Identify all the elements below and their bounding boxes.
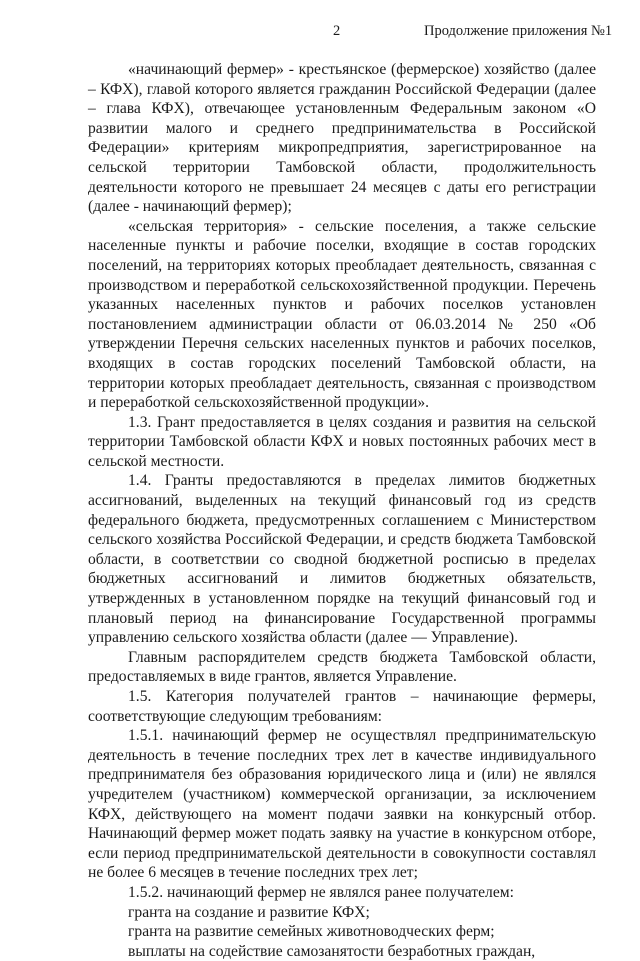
main-administrator-paragraph: Главным распорядителем средств бюджета Тамбовской области, предоставляемых в виде грантов, является Управление.: [88, 648, 596, 686]
page-number: 2: [333, 23, 341, 39]
definition-rural-territory: «сельская территория» - сельские поселения, а также сельские населенные пункты и рабочие поселки, входящие в состав городских поселений, на территориях которых преобладает деятельность, связанная с производством и переработкой сельскохозяйственной продукции. Перечень указанных населенных пунктов и рабочих поселков установлен постановлением администрации области от 06.03.2014 № 250 «Об утверждении Перечня сельских населенных пунктов и рабочих поселков, входящих в состав городских поселений Тамбовской области, на территории которых преобладает деятельность, связанная с производством и переработкой сельскохозяйственной продукции».: [88, 217, 596, 412]
clause-1-5: 1.5. Категория получателей грантов – начинающие фермеры, соответствующие следующим требованиям:: [88, 688, 596, 725]
clause-1-3: 1.3. Грант предоставляется в целях создания и развития на сельской территории Тамбовской области КФХ и новых постоянных рабочих мест в сельской местности.: [88, 413, 596, 470]
list-item-self-employment-payment: выплаты на содействие самозанятости безработных граждан,: [128, 942, 536, 960]
clause-1-5-2: 1.5.2. начинающий фермер не являлся ранее получателем:: [128, 883, 514, 901]
definition-beginning-farmer: «начинающий фермер» - крестьянское (фермерское) хозяйство (далее – КФХ), главой которого является гражданин Российской Федерации (далее – глава КФХ), отвечающее установленным Федеральным законом «О развитии малого и среднего предпринимательства в Российской Федерации» критериям микропредприятия, зарегистрированное на сельской территории Тамбовской области, продолжительность деятельности которого не превышает 24 месяцев с даты его регистрации (далее - начинающий фермер);: [88, 61, 596, 216]
clause-1-4: 1.4. Гранты предоставляются в пределах лимитов бюджетных ассигнований, выделенных на текущий финансовый год из средств федерального бюджета, предусмотренных соглашением с Министерством сельского хозяйства Российской Федерации, и средств бюджета Тамбовской области, в соответствии со сводной бюджетной росписью в пределах бюджетных ассигнований и лимитов бюджетных обязательств, утвержденных в установленном порядке на текущий финансовый год и плановый период на финансирование Государственной программы управлению сельского хозяйства области (далее — Управление).: [88, 472, 596, 647]
body-text: [88, 60, 596, 961]
list-item-grant-family-farms: гранта на развитие семейных животноводческих ферм;: [128, 923, 495, 941]
list-item-grant-kfh: гранта на создание и развитие КФХ;: [128, 903, 370, 921]
clause-1-5-1: 1.5.1. начинающий фермер не осуществлял предпринимательскую деятельность в течение последних трех лет в качестве индивидуального предпринимателя без образования юридического лица и (или) не являлся учредителем (участником) коммерческой организации, за исключением КФХ, действующего на момент подачи заявки на конкурсный отбор. Начинающий фермер может подать заявку на участие в конкурсном отборе, если период предпринимательской деятельности в совокупности составлял не более 6 месяцев в течение последних трех лет;: [88, 727, 596, 882]
appendix-continuation-note: Продолжение приложения №1: [424, 23, 613, 39]
